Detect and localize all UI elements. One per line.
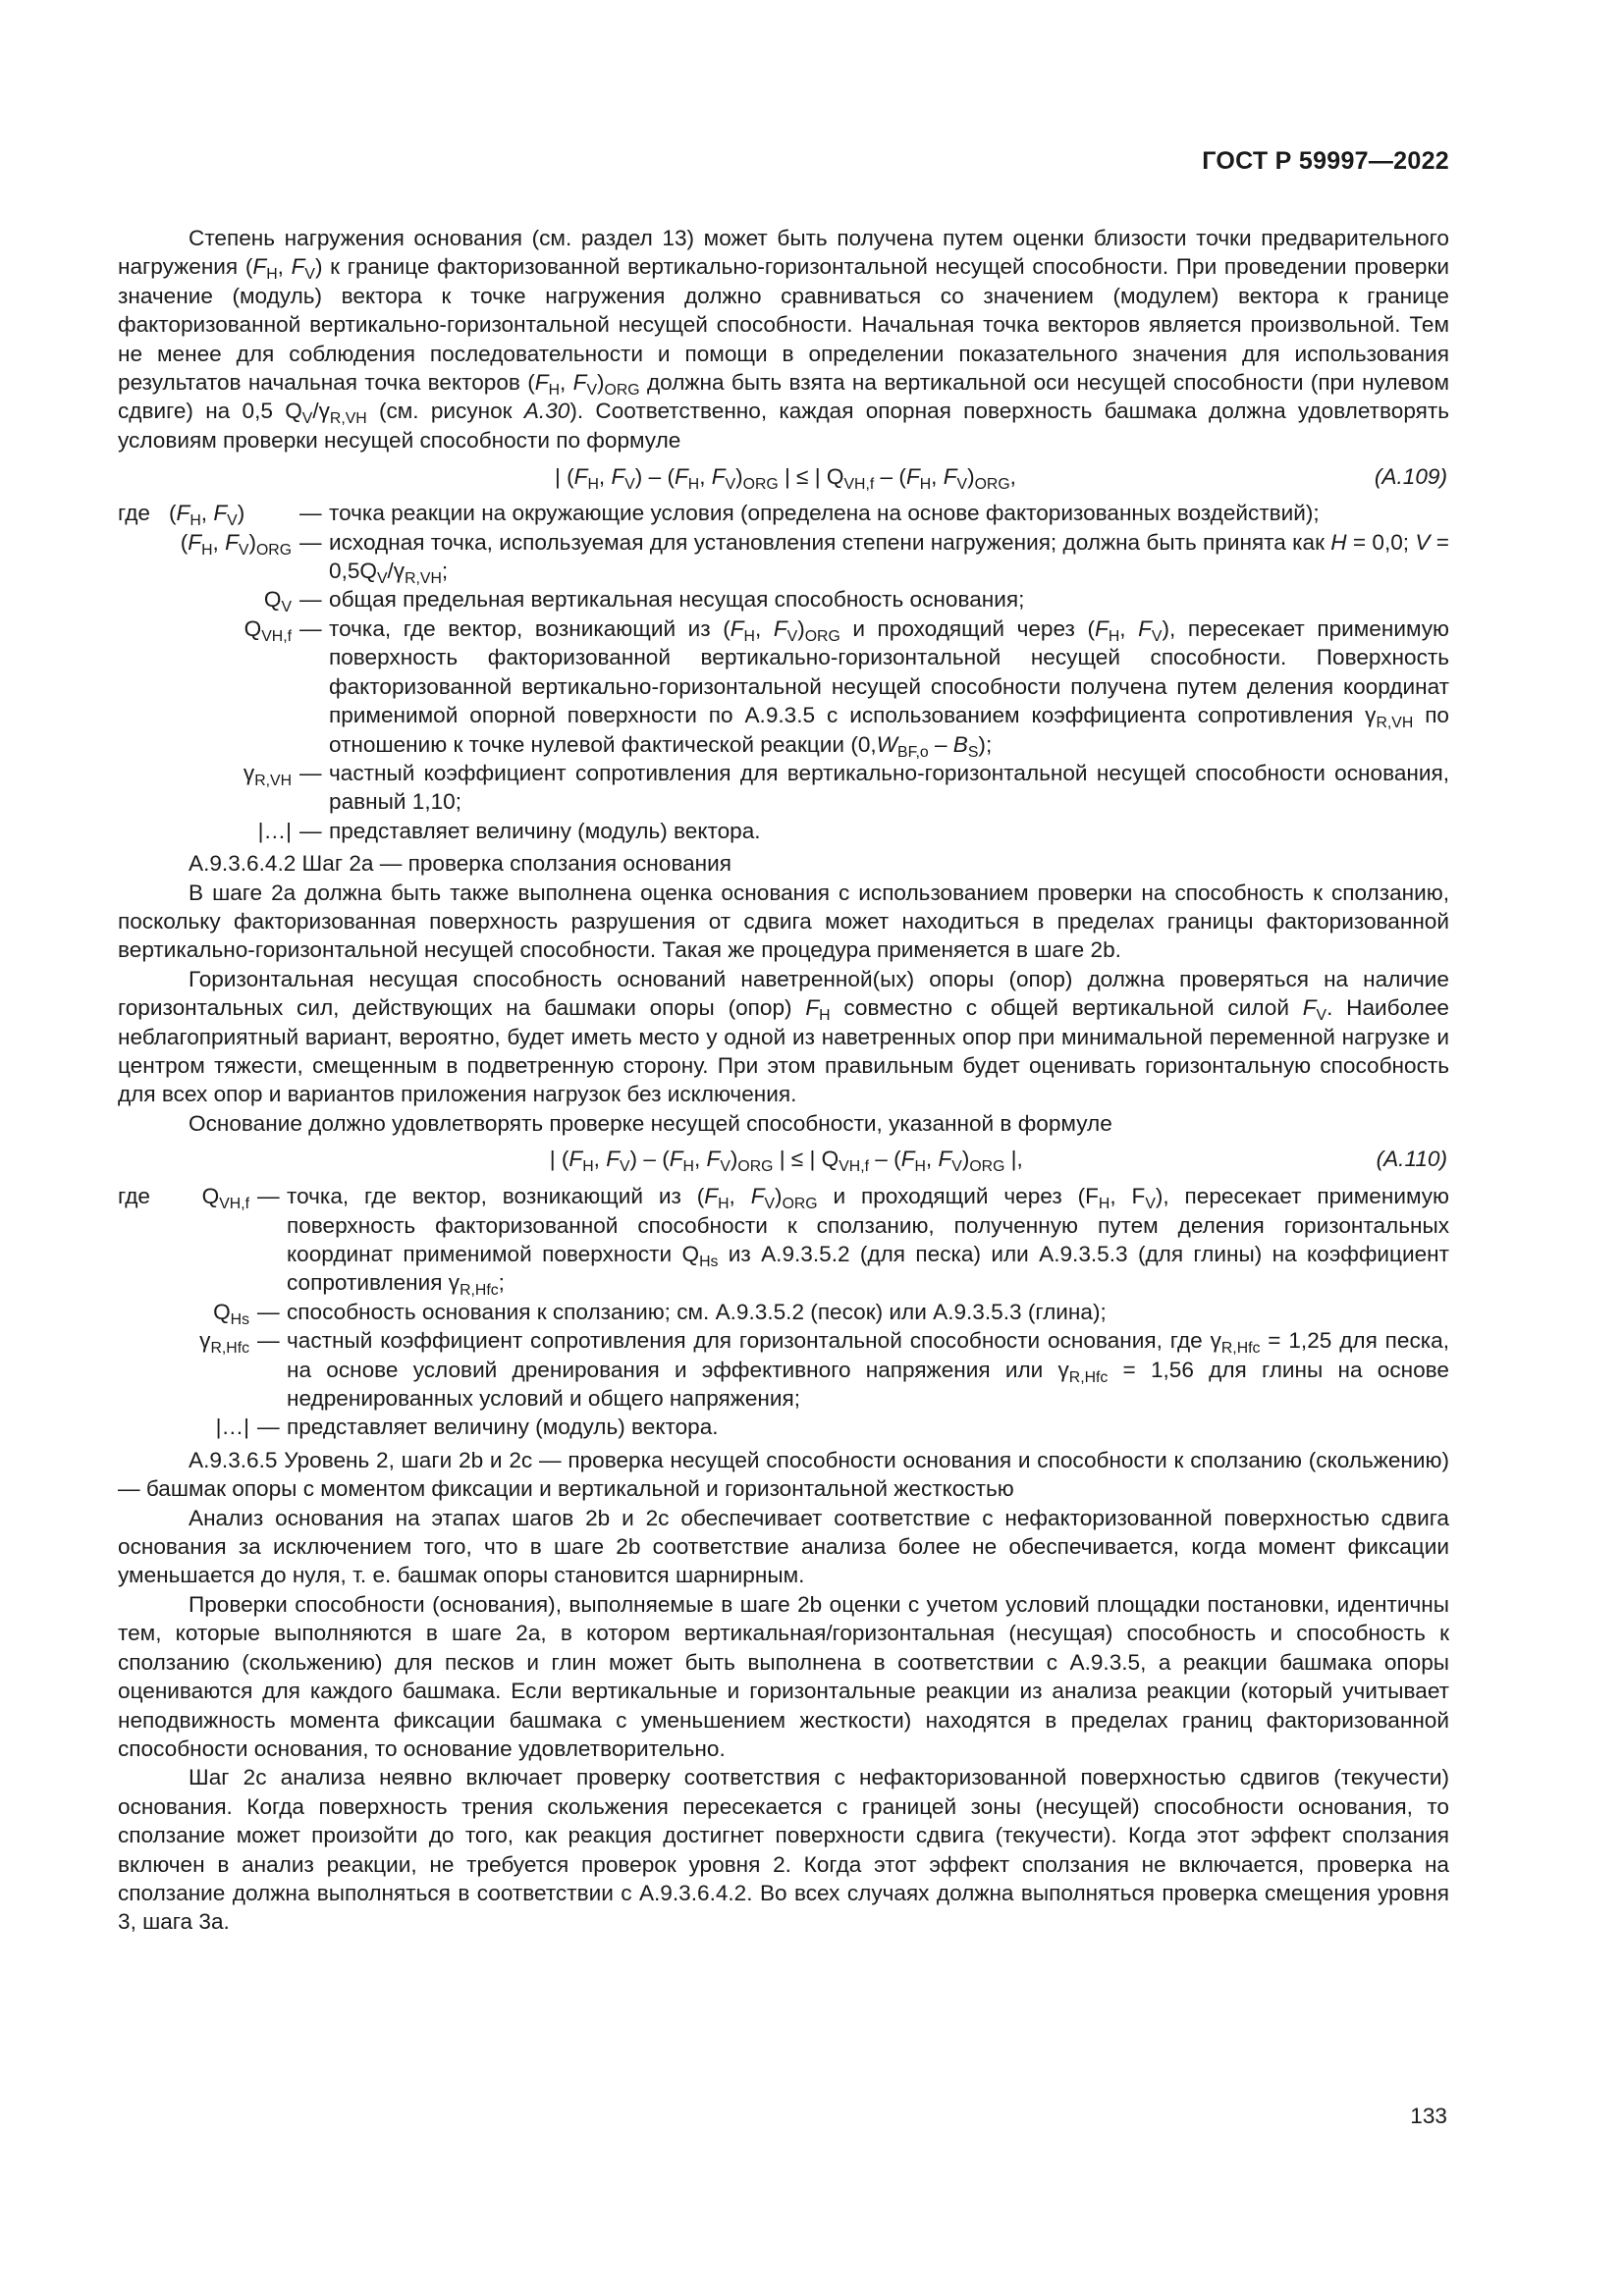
definition-item: $Q_{Hs}$ — способность основания к сползанию; см. A.9.3.5.2 (песок) или A.9.3.5.3 (глина); bbox=[118, 1298, 1449, 1326]
definition-symbol: $Q_{Hs}$ bbox=[213, 1299, 249, 1328]
definition-item: $\gamma_{R,VH}$ — частный коэффициент сопротивления для вертикально-горизонтальной несущей способности основания, равный 1,10; bbox=[118, 759, 1449, 817]
formula-a110 bbox=[118, 1140, 1449, 1179]
paragraph-load-degree: Степень нагружения основания (см. раздел 13) может быть получена путем оценки близости точки предварительного нагружения ($F_H$, $F_V$) к границе факторизованной вертикально-горизонтальной несущей способности. При проведении проверки значение (модуль) вектора к точке нагружения должно сравниваться со значением (модулем) вектора к границе факторизованной вертикально-горизонтальной несущей способности. Начальная точка векторов является произвольной. Тем не менее для соблюдения последовательности и помощи в определении показательного значения для использования результатов начальная точка векторов ($F_H$, $F_V)_{ORG}$ должна быть взята на вертикальной оси несущей способности (при нулевом сдвиге) на 0,5 $Q_V/\gamma_{R,VH}$ (см. рисунок A.30). Соответственно, каждая опорная поверхность башмака должна удовлетворять условиям проверки несущей способности по формуле bbox=[118, 226, 1450, 453]
definition-symbol: |…| bbox=[215, 1415, 249, 1440]
paragraph-step-2c: Шаг 2c анализа неявно включает проверку соответствия с нефакторизованной поверхностью сдвигов (текучести) основания. Когда поверхность трения скольжения пересекается с границей зоны (несущей) способности основания, то сползание может произойти до того, как реакция достигнет поверхности сдвига (текучести). Когда этот эффект сползания включен в анализ реакции, не требуется проверок уровня 2. Когда этот эффект сползания не включается, проверка на сползание должна выполняться в соответствии с A.9.3.6.4.2. Во всех случаях должна выполняться проверка смещения уровня 3, шага 3a. bbox=[118, 1765, 1449, 1935]
definition-symbol: $Q_{VH,f}$ bbox=[201, 1184, 249, 1213]
definition-item: $Q_V$ — общая предельная вертикальная несущая способность основания; bbox=[118, 585, 1449, 614]
paragraph-step-2a: В шаге 2a должна быть также выполнена оценка основания с использованием проверки на способность к сползанию, поскольку факторизованная поверхность разрушения от сдвига может находиться в пределах границы факторизованной вертикально-горизонтальной несущей способности. Такая же процедура применяется в шаге 2b. bbox=[118, 880, 1449, 963]
definition-text: частный коэффициент сопротивления для горизонтальной способности основания, где $\gamma_{R,Hfc} = 1,25$ для песка, на основе условий дренирования и эффективного напряжения или $\gamma_{R,Hfc} = 1,56$ для глины на основе недренированных условий и общего напряжения; bbox=[287, 1328, 1449, 1412]
standard-header: ГОСТ Р 59997—2022 bbox=[1202, 147, 1449, 175]
definition-text: представляет величину (модуль) вектора. bbox=[329, 818, 761, 843]
definition-text: способность основания к сползанию; см. A.9.3.5.2 (песок) или A.9.3.5.3 (глина); bbox=[287, 1299, 1107, 1324]
definition-text: представляет величину (модуль) вектора. bbox=[287, 1415, 719, 1440]
definition-text: общая предельная вертикальная несущая способность основания; bbox=[329, 587, 1025, 613]
definition-symbol: ($F_H$, $F_V$) bbox=[169, 501, 245, 530]
paragraph-steps-2b-2c: Анализ основания на этапах шагов 2b и 2c обеспечивает соответствие с нефакторизованной поверхностью сдвига основания за исключением того, что в шаге 2b соответствие анализа более не обеспечивается, когда момент фиксации уменьшается до нуля, т. е. башмак опоры становится шарнирным. bbox=[118, 1505, 1449, 1588]
formula-a109 bbox=[118, 456, 1449, 496]
paragraph-horizontal-capacity: Горизонтальная несущая способность оснований наветренной(ых) опоры (опор) должна проверяться на наличие горизонтальных сил, действующих на башмаки опоры (опор) $F_H$ совместно с общей вертикальной силой $F_V$. Наиболее неблагоприятный вариант, вероятно, будет иметь место у одной из наветренных опор при минимальной переменной нагрузке и центром тяжести, смещенным в подветренную сторону. При этом правильным будет оценивать горизонтальную способность для всех опор и вариантов приложения нагрузок без исключения. bbox=[118, 966, 1449, 1107]
definitions-a109 bbox=[118, 499, 1449, 845]
definition-item: $Q_{VH,f}$ — точка, где вектор, возникающий из ($F_H$, $F_V)_{ORG}$ и проходящий через ($F_H$, $F_V$), пересекает применимую поверхность факторизованной вертикально-горизонтальной несущей способности. Поверхность факторизованной вертикально-горизонтальной несущей способности получена путем деления координат применимой опорной поверхности по A.9.3.5 с использованием коэффициента сопротивления $\gamma_{R,VH}$ по отношению к точке нулевой фактической реакции $(0,W_{BF,o} - B_S)$; bbox=[118, 614, 1449, 759]
definition-item: где ($F_H$, $F_V$) — точка реакции на окружающие условия (определена на основе факторизованных воздействий); bbox=[118, 499, 1449, 527]
paragraph-capacity-checks: Проверки способности (основания), выполняемые в шаге 2b оценки с учетом условий площадки постановки, идентичны тем, которые выполняются в шаге 2a, в котором вертикальная/горизонтальная (несущая) способность и способность к сползанию (скольжению) для песков и глин может быть выполнена в соответствии с A.9.3.5, а реакции башмака опоры оцениваются для каждого башмака. Если вертикальные и горизонтальные реакции из анализа реакции (который учитывает неподвижность момента фиксации башмака с уменьшением жесткости) находятся в пределах границ факторизованной способности основания, то основание удовлетворительно. bbox=[118, 1591, 1449, 1761]
document-body bbox=[118, 224, 1449, 1937]
paragraph-formula-intro: Основание должно удовлетворять проверке несущей способности, указанной в формуле bbox=[189, 1110, 1112, 1136]
definition-symbol: |…| bbox=[257, 818, 292, 843]
page-number: 133 bbox=[1410, 2104, 1447, 2128]
definition-text: исходная точка, используемая для установления степени нагружения; должна быть принята как H = 0,0; $V = 0,5Q_V/\gamma_{R,VH}$; bbox=[329, 529, 1449, 588]
where-label: где bbox=[118, 501, 150, 526]
definition-text: частный коэффициент сопротивления для вертикально-горизонтальной несущей способности основания, равный 1,10; bbox=[329, 760, 1449, 815]
formula-a109-number: (A.109) bbox=[1374, 463, 1447, 489]
formula-a110-expression: | ($F_H$, $F_V) - (F_H$, $F_V)_{ORG}$ | ≤ | $Q_{VH,f} - (F_H$, $F_V)_{ORG}$ |, bbox=[549, 1147, 1023, 1176]
formula-a110-number: (A.110) bbox=[1376, 1147, 1447, 1172]
definition-text: точка реакции на окружающие условия (определена на основе факторизованных воздействий); bbox=[329, 501, 1320, 526]
formula-a109-expression: | ($F_H$, $F_V) - (F_H$, $F_V)_{ORG}$ | ≤ | $Q_{VH,f} - (F_H$, $F_V)_{ORG}$, bbox=[554, 463, 1016, 493]
definition-item: ($F_H$, $F_V)_{ORG}$ — исходная точка, используемая для установления степени нагружения; должна быть принята как H = 0,0; $V = 0,5Q_V/\gamma_{R,VH}$; bbox=[118, 528, 1449, 586]
section-heading-a9365: A.9.3.6.5 Уровень 2, шаги 2b и 2c — проверка несущей способности основания и способности к сползанию (скольжению) — башмак опоры с моментом фиксации и вертикальной и горизонтальной жесткостью bbox=[118, 1447, 1449, 1502]
definition-text: точка, где вектор, возникающий из ($F_H$, $F_V)_{ORG}$ и проходящий через ($F_H$, $F_V$), пересекает применимую поверхность факторизованной вертикально-горизонтальной несущей способности. Поверхность факторизованной вертикально-горизонтальной несущей способности получена путем деления координат применимой опорной поверхности по A.9.3.5 с использованием коэффициента сопротивления $\gamma_{R,VH}$ по отношению к точке нулевой фактической реакции $(0,W_{BF,o} - B_S)$; bbox=[329, 615, 1449, 761]
definition-item: |…| — представляет величину (модуль) вектора. bbox=[118, 817, 1449, 845]
where-label: где bbox=[118, 1184, 150, 1209]
definition-symbol: $Q_{VH,f}$ bbox=[244, 615, 292, 645]
definitions-a110 bbox=[118, 1182, 1449, 1442]
definition-text: точка, где вектор, возникающий из ($F_H$, $F_V)_{ORG}$ и проходящий через ($F_H$, $F_V$), пересекает применимую поверхность факторизованной способности к сползанию, полученную путем деления горизонтальных координат применимой поверхности $Q_{Hs}$ из A.9.3.5.2 (для песка) или A.9.3.5.3 (для глины) на коэффициент сопротивления $\gamma_{R,Hfc}$; bbox=[287, 1184, 1449, 1300]
definition-symbol: $\gamma_{R,VH}$ bbox=[243, 760, 292, 789]
definition-symbol: ($F_H$, $F_V)_{ORG}$ bbox=[180, 529, 292, 559]
definition-item: |…| — представляет величину (модуль) вектора. bbox=[118, 1413, 1449, 1441]
definition-symbol: $\gamma_{R,Hfc}$ bbox=[199, 1328, 249, 1358]
definition-item: $\gamma_{R,Hfc}$ — частный коэффициент сопротивления для горизонтальной способности основания, где $\gamma_{R,Hfc} = 1,25$ для песка, на основе условий дренирования и эффективного напряжения или $\gamma_{R,Hfc} = 1,56$ для глины на основе недренированных условий и общего напряжения; bbox=[118, 1326, 1449, 1413]
definition-item: где $Q_{VH,f}$ — точка, где вектор, возникающий из ($F_H$, $F_V)_{ORG}$ и проходящий через ($F_H$, $F_V$), пересекает применимую поверхность факторизованной способности к сползанию, полученную путем деления горизонтальных координат применимой поверхности $Q_{Hs}$ из A.9.3.5.2 (для песка) или A.9.3.5.3 (для глины) на коэффициент сопротивления $\gamma_{R,Hfc}$; bbox=[118, 1184, 1449, 1300]
section-heading-a93642: A.9.3.6.4.2 Шаг 2a — проверка сползания основания bbox=[189, 851, 731, 877]
definition-symbol: $Q_V$ bbox=[263, 587, 292, 616]
